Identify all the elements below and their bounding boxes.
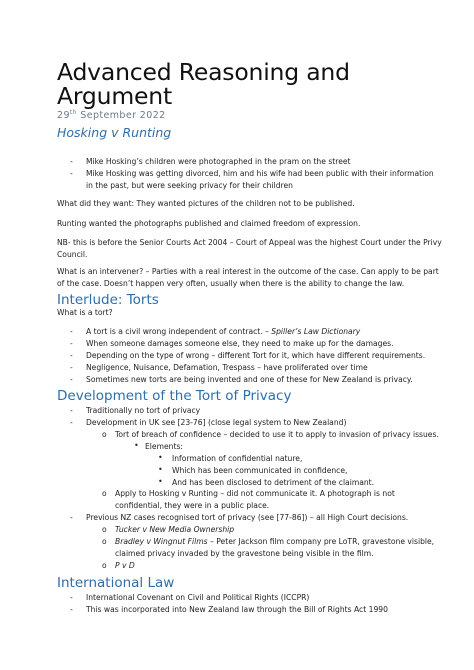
- case-bullet-2: Mike Hosking was getting divorced, him and his wife had been public with their information: [86, 169, 434, 178]
- dash-marker: -: [70, 406, 73, 415]
- document-date: [57, 109, 166, 121]
- torts-bullet-5: Sometimes new torts are being invented and one of these for New Zealand is privacy.: [86, 375, 413, 384]
- circle-marker: o: [102, 537, 107, 546]
- torts-bullet-2: When someone damages someone else, they need to make up for the damages.: [86, 339, 394, 348]
- circle-marker: o: [102, 430, 107, 439]
- torts-heading: Interlude: Torts: [57, 292, 159, 308]
- circle-marker: o: [102, 525, 107, 534]
- circle-marker: o: [102, 489, 107, 498]
- development-bullet-2: Development in UK see [23-76] (close legal system to New Zealand): [86, 418, 347, 427]
- paragraph-nb-cont: Council.: [57, 250, 88, 259]
- element-1: Information of confidential nature,: [172, 454, 303, 463]
- case-p-v-d: P v D: [115, 561, 135, 570]
- development-bullet-3: Previous NZ cases recognised tort of privacy (see [77-86]) – all High Court decisions.: [86, 513, 409, 522]
- case-heading: Hosking v Runting: [57, 125, 172, 140]
- case-bradley-name: Bradley v Wingnut Films: [115, 537, 208, 546]
- torts-bullet-4: Negligence, Nuisance, Defamation, Trespass – have proliferated over time: [86, 363, 368, 372]
- dash-marker: -: [70, 418, 73, 427]
- dash-marker: -: [70, 593, 73, 602]
- dash-marker: -: [70, 169, 73, 178]
- international-bullet-1: International Covenant on Civil and Political Rights (ICCPR): [86, 593, 310, 602]
- development-bullet-1: Traditionally no tort of privacy: [86, 406, 201, 415]
- spillers-citation: Spiller’s Law Dictionary: [271, 327, 361, 336]
- paragraph-intervener: What is an intervener? – Parties with a real interest in the outcome of the case. Can apply to be part: [57, 267, 439, 276]
- case-tucker: Tucker v New Media Ownership: [115, 525, 235, 534]
- bullet-marker: •: [134, 441, 139, 450]
- dash-marker: -: [70, 605, 73, 614]
- element-3: And has been disclosed to detriment of the claimant.: [172, 478, 375, 487]
- dash-marker: -: [70, 375, 73, 384]
- date-rest: September 2022: [76, 110, 166, 122]
- dash-marker: -: [70, 513, 73, 522]
- document-title-line1: Advanced Reasoning and: [57, 58, 350, 86]
- dash-marker: -: [70, 363, 73, 372]
- paragraph-intervener-cont: of the case. Doesn’t happen very often, usually when there is the ability to change the law.: [57, 279, 405, 288]
- bullet-marker: •: [158, 465, 163, 474]
- dash-marker: -: [70, 351, 73, 360]
- breach-of-confidence: Tort of breach of confidence – decided to use it to apply to invasion of privacy issues.: [115, 430, 439, 439]
- date-suffix: th: [69, 109, 77, 116]
- apply-to-hosking: Apply to Hosking v Runting – did not communicate it. A photograph is not: [115, 489, 395, 498]
- element-2: Which has been communicated in confidence,: [172, 466, 348, 475]
- dash-marker: -: [70, 327, 73, 336]
- development-heading: Development of the Tort of Privacy: [57, 388, 292, 404]
- bullet-marker: •: [158, 477, 163, 486]
- dash-marker: -: [70, 339, 73, 348]
- paragraph-want: What did they want: They wanted pictures of the children not to be published.: [57, 199, 355, 208]
- document-title-line2: Argument: [57, 82, 172, 110]
- date-day: 29: [57, 110, 70, 122]
- international-heading: International Law: [57, 575, 175, 591]
- case-bradley: Bradley v Wingnut Films – Peter Jackson film company pre LoTR, gravestone visible,: [115, 537, 435, 546]
- torts-bullet-3: Depending on the type of wrong – different Tort for it, which have different requirements.: [86, 351, 426, 360]
- dash-marker: -: [70, 157, 73, 166]
- paragraph-runting: Runting wanted the photographs published and claimed freedom of expression.: [57, 219, 361, 228]
- circle-marker: o: [102, 561, 107, 570]
- elements-label: Elements:: [145, 442, 183, 451]
- case-bradley-cont: claimed privacy invaded by the gravestone being visible in the film.: [115, 549, 374, 558]
- torts-question: What is a tort?: [57, 308, 113, 317]
- paragraph-nb: NB- this is before the Senior Courts Act 2004 – Court of Appeal was the highest Court under the Privy: [57, 238, 442, 247]
- case-bullet-1: Mike Hosking’s children were photographed in the pram on the street: [86, 157, 351, 166]
- international-bullet-2: This was incorporated into New Zealand law through the Bill of Rights Act 1990: [86, 605, 388, 614]
- case-bullet-2-cont: in the past, but were seeking privacy for their children: [86, 181, 293, 190]
- bullet-marker: •: [158, 453, 163, 462]
- torts-bullet-1: A tort is a civil wrong independent of contract. – Spiller’s Law Dictionary: [86, 327, 361, 336]
- apply-to-hosking-cont: confidential, they were in a public place.: [115, 501, 270, 510]
